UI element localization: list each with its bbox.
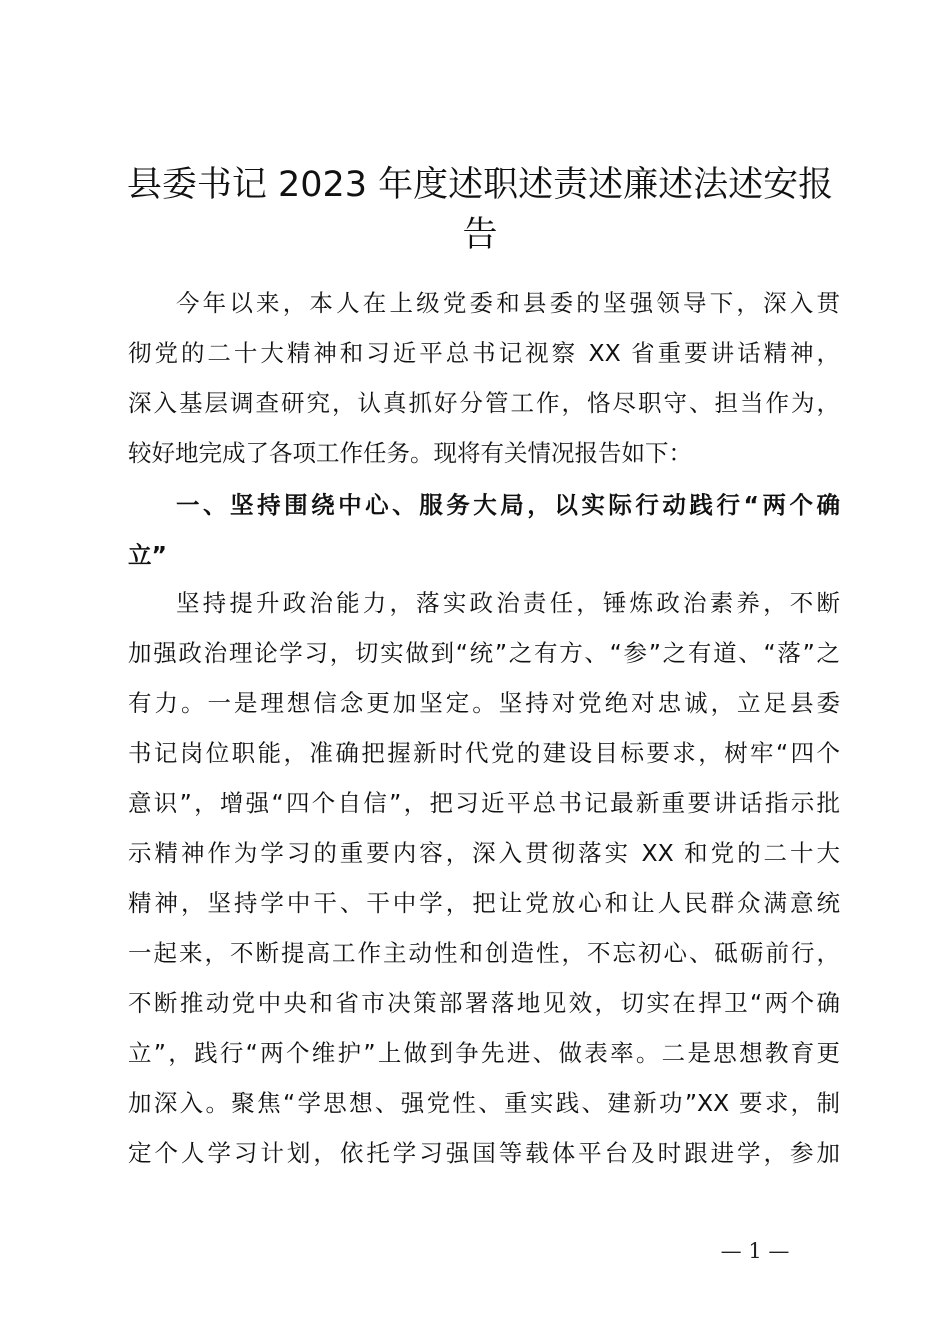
body-line: 示精神作为学习的重要内容，深入贯彻落实 XX 和党的二十大 — [128, 839, 840, 867]
intro-line: 彻党的二十大精神和习近平总书记视察 XX 省重要讲话精神， — [128, 339, 840, 367]
body-line: 一起来，不断提高工作主动性和创造性，不忘初心、砥砺前行， — [128, 939, 840, 967]
intro-line: 较好地完成了各项工作任务。现将有关情况报告如下： — [128, 439, 692, 467]
body-line: 不断推动党中央和省市决策部署落地见效，切实在捍卫“两个确 — [128, 989, 840, 1017]
body-line: 意识”，增强“四个自信”，把习近平总书记最新重要讲话指示批 — [128, 789, 840, 817]
intro-line: 深入基层调查研究，认真抓好分管工作，恪尽职守、担当作为， — [128, 389, 840, 417]
title-line-2: 告 — [462, 215, 498, 255]
section-heading-line: 立” — [128, 541, 167, 569]
body-line: 定个人学习计划，依托学习强国等载体平台及时跟进学，参加 — [128, 1139, 840, 1167]
body-line: 加深入。聚焦“学思想、强党性、重实践、建新功”XX 要求，制 — [128, 1089, 840, 1117]
body-line: 加强政治理论学习，切实做到“统”之有方、“参”之有道、“落”之 — [128, 639, 840, 667]
body-line: 立”，践行“两个维护”上做到争先进、做表率。二是思想教育更 — [128, 1039, 840, 1067]
section-heading-line: 一、坚持围绕中心、服务大局，以实际行动践行“两个确 — [176, 491, 840, 519]
intro-line: 今年以来，本人在上级党委和县委的坚强领导下，深入贯 — [176, 289, 840, 317]
page-number: — 1 — — [720, 1239, 790, 1263]
document-title — [110, 160, 850, 260]
body-line: 精神，坚持学中干、干中学，把让党放心和让人民群众满意统 — [128, 889, 840, 917]
body-line: 有力。一是理想信念更加坚定。坚持对党绝对忠诚，立足县委 — [128, 689, 840, 717]
title-line-1: 县委书记 2023 年度述职述责述廉述法述安报 — [126, 165, 834, 205]
body-line: 坚持提升政治能力，落实政治责任，锤炼政治素养，不断 — [176, 589, 840, 617]
body-line: 书记岗位职能，准确把握新时代党的建设目标要求，树牢“四个 — [128, 739, 840, 767]
